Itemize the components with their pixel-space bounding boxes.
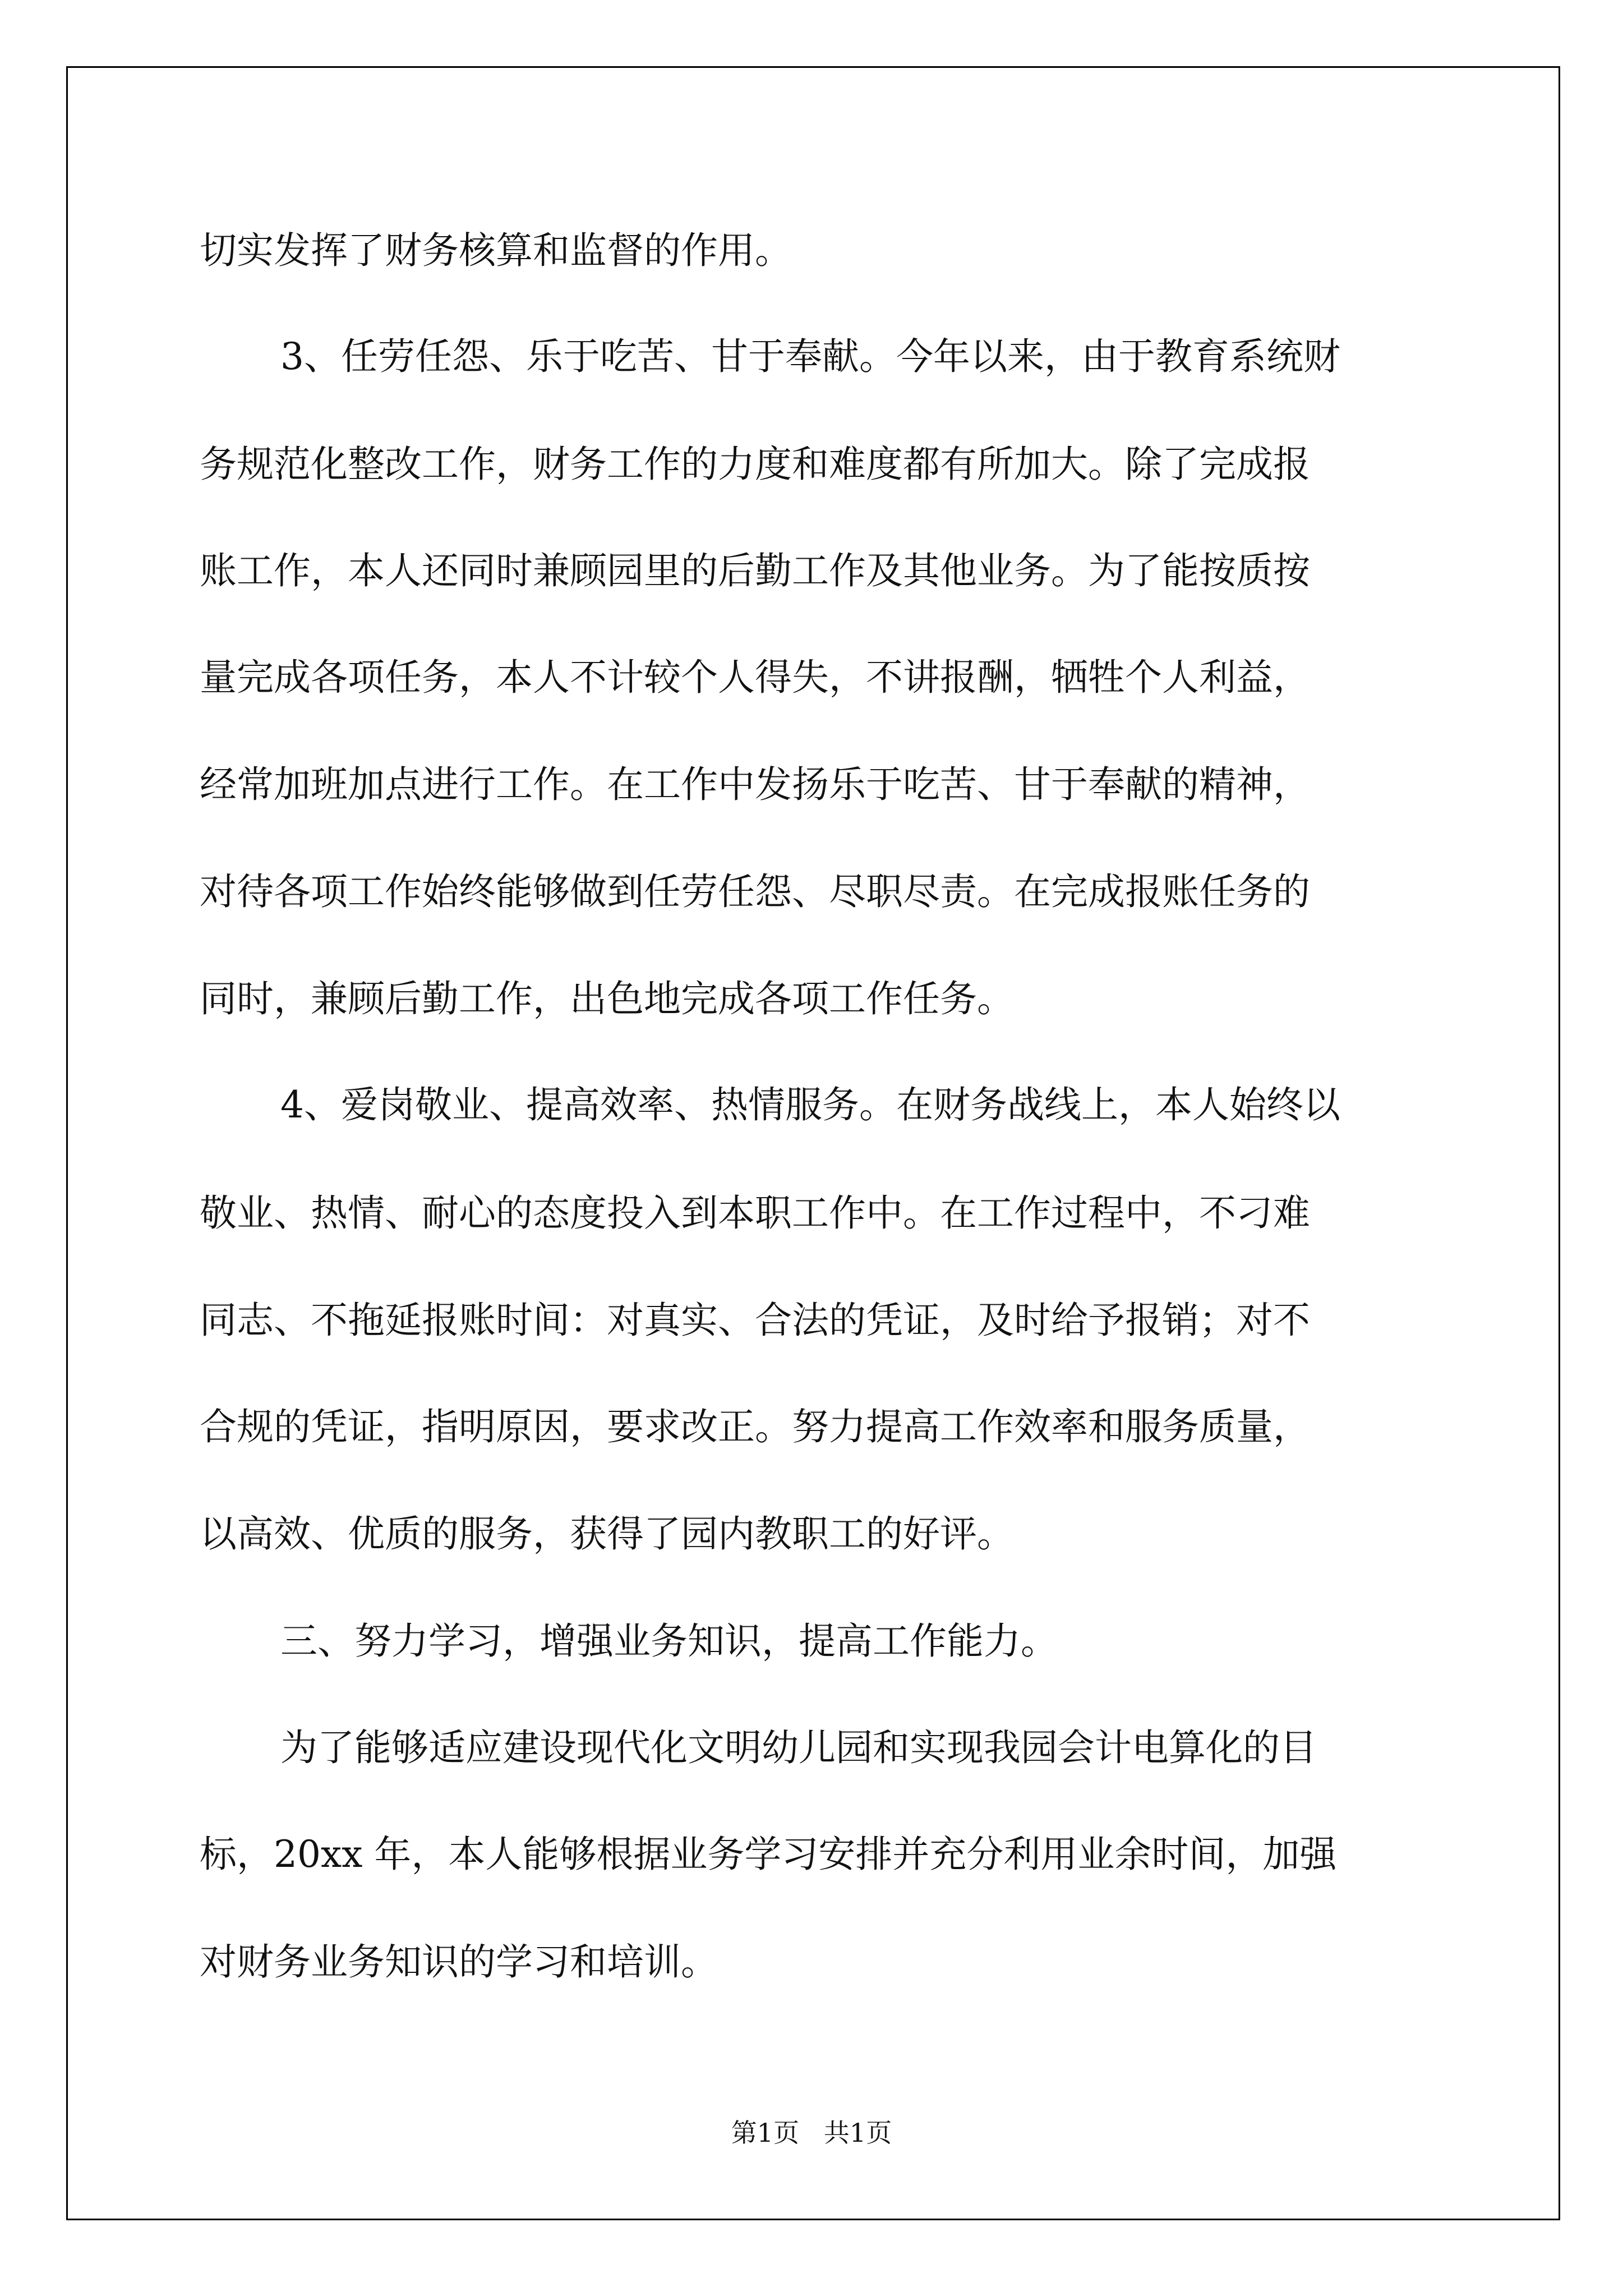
text-line: 量完成各项任务，本人不计较个人得失，不讲报酬，牺牲个人利益，: [200, 656, 1310, 699]
text-line: 三、努力学习，增强业务知识，提高工作能力。: [280, 1619, 1058, 1663]
text-line: 务规范化整改工作，财务工作的力度和难度都有所加大。除了完成报: [200, 443, 1310, 486]
text-line: 合规的凭证，指明原因，要求改正。努力提高工作效率和服务质量，: [200, 1405, 1310, 1448]
text-line: 同时，兼顾后勤工作，出色地完成各项工作任务。: [200, 977, 1014, 1020]
text-line: 对财务业务知识的学习和培训。: [200, 1940, 718, 1984]
text-line: 经常加班加点进行工作。在工作中发扬乐于吃苦、甘于奉献的精神，: [200, 763, 1310, 806]
text-line: 敬业、热情、耐心的态度投入到本职工作中。在工作过程中，不刁难: [200, 1191, 1310, 1235]
text-line: 对待各项工作始终能够做到任劳任怨、尽职尽责。在完成报账任务的: [200, 870, 1310, 913]
text-line: 切实发挥了财务核算和监督的作用。: [200, 229, 792, 272]
text-line: 同志、不拖延报账时间：对真实、合法的凭证，及时给予报销；对不: [200, 1299, 1310, 1342]
text-line: 3、任劳任怨、乐于吃苦、甘于奉献。今年以来，由于教育系统财: [280, 335, 1340, 378]
page-border: [66, 66, 1560, 2220]
text-line: 账工作，本人还同时兼顾园里的后勤工作及其他业务。为了能按质按: [200, 549, 1310, 592]
page-number-footer: 第1页 共1页: [731, 2118, 892, 2148]
text-line: 以高效、优质的服务，获得了园内教职工的好评。: [200, 1512, 1014, 1556]
text-line: 4、爱岗敬业、提高效率、热情服务。在财务战线上，本人始终以: [280, 1083, 1340, 1126]
text-line: 为了能够适应建设现代化文明幼儿园和实现我园会计电算化的目: [280, 1726, 1317, 1769]
text-line: 标，20xx 年，本人能够根据业务学习安排并充分利用业余时间，加强: [200, 1833, 1337, 1876]
